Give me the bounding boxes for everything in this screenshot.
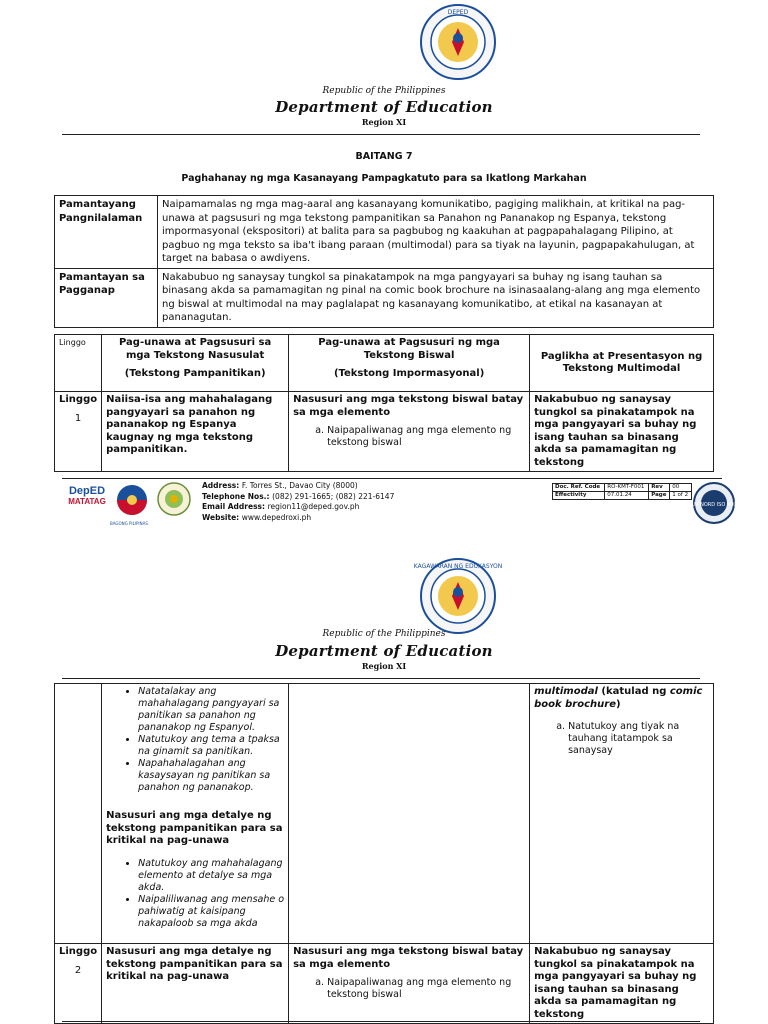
col3-item: a. Natutukoy ang tiyak na tauhang itatampok sa sanaysay (568, 721, 709, 757)
cont-col3 (530, 684, 714, 944)
col1-header-title: Pag-unawa at Pagsusuri sa mga Tekstong Nasusulat (118, 337, 272, 361)
deped-seal-icon (413, 556, 503, 636)
footer-divider (62, 1021, 700, 1022)
bullet-list (106, 858, 284, 930)
bagong-pilipinas-text: BAGONG PILIPINAS (110, 521, 148, 526)
week-1-col3: Nakabubuo ng sanaysay tungkol sa pinakatampok na mga pangyayari sa buhay ng isang tauhan sa binasang akda sa pamamagitan ng tekstong (530, 392, 714, 472)
deped-logo-text: DepED (68, 485, 106, 497)
region-seal-icon (156, 481, 192, 517)
col2-competency: Nasusuri ang mga tekstong biswal batay sa mga elemento (293, 394, 524, 418)
phone-line (202, 492, 394, 503)
col3-continued-text (534, 686, 709, 711)
cont-col2 (289, 684, 530, 944)
deped-matatag-logo (62, 485, 112, 506)
region-text: Region XI (361, 661, 407, 671)
week-label: Linggo (59, 394, 98, 405)
address-label: Address: (202, 481, 242, 490)
list-item: • Natutukoy ang tema a tpaksa na ginamit sa panitikan. (138, 734, 284, 758)
header-divider (62, 134, 700, 135)
page-footer (62, 478, 740, 531)
week-1-col2 (289, 392, 530, 472)
matrix-header-row (55, 335, 714, 392)
website-label: Website: (202, 512, 242, 522)
cont-col1 (102, 684, 289, 944)
bagong-pilipinas-logo-icon (114, 483, 150, 523)
doc-control-table (552, 483, 692, 500)
document-subtitle: Paghahanay ng mga Kasanayang Pampagkatuto para sa Ikatlong Markahan (181, 173, 587, 184)
week-1-col1: Naiisa-isa ang mahahalagang pangyayari sa panahon ng pananakop ng Espanya kaugnay ng mga tekstong pampanitikan. (102, 392, 289, 472)
page-value: 1 of 2 (670, 492, 692, 500)
week-1-continued-row (55, 684, 714, 944)
doc-ref-label: Doc. Ref. Code (553, 484, 605, 492)
list-item: • Natutukoy ang mahahalagang elemento at detalye sa mga akda. (138, 858, 284, 894)
republic-text: Republic of the Philippines (322, 629, 446, 639)
standard-row (55, 268, 714, 327)
standard-row (55, 196, 714, 269)
list-item: • Napahahalagahan ang kasaysayan ng panitikan sa panahon ng pananakop. (138, 758, 284, 794)
week-header: Linggo (55, 335, 102, 392)
effectivity-label: Effectivity (553, 492, 605, 500)
week-2-col1: Nasusuri ang mga detalye ng tekstong pampanitikan para sa kritikal na pag-unawa (102, 944, 289, 1024)
week-1-row (55, 392, 714, 472)
seal-text: KAGAWARAN NG EDUKASYON (413, 563, 503, 570)
week-2-cell (55, 944, 102, 1024)
department-title: Department of Education (275, 642, 493, 660)
col2-header-title: Pag-unawa at Pagsusuri ng mga Tekstong Biswal (318, 337, 500, 361)
email-label: Email Address: (202, 502, 268, 511)
week-number: 1 (74, 412, 82, 424)
week-label: Linggo (59, 946, 98, 957)
website-line (202, 513, 394, 524)
grade-title: BAITANG 7 (355, 151, 413, 162)
phone-label: Telephone Nos.: (202, 491, 273, 501)
col2-item: a. Naipapaliwanag ang mga elemento ng tekstong biswal (327, 977, 525, 1001)
page-label: Page (649, 492, 670, 500)
col2-header-sub: (Tekstong Impormasyonal) (333, 368, 485, 379)
address-value: F. Torres St., Davao City (8000) (241, 481, 358, 490)
email-line (202, 502, 394, 513)
col2-competency: Nasusuri ang mga tekstong biswal batay sa mga elemento (293, 946, 524, 970)
col3-comic: comic book brochure (534, 686, 703, 710)
standard-label: Pamantayan sa Pagganap (55, 268, 158, 327)
effectivity-value: 07.01.24 (605, 492, 649, 500)
standard-text: Naipamamalas ng mga mag-aaral ang kasanayang komunikatibo, pagiging malikhain, at kritikal na pag-unawa at pagsusuri ng mga tekstong pampanitikan sa Panahon ng Pananakop ng Espanya, tekstong impormasyonal (ekspositori) at balita para sa pagbubog ng kaakuhan at pagpapahalagang Pilipino, at pagbuo ng mga teksto sa iba't ibang paraan (multimodal) para sa tiyak na layunin, pagpapakahulugan, at target na babasa o awdiyens. (158, 196, 714, 269)
col1-subhead: Nasusuri ang mga detalye ng tekstong pampanitikan para sa kritikal na pag-unawa (106, 810, 283, 846)
col3-multimodal: multimodal (534, 686, 598, 697)
matrix-table (54, 334, 714, 472)
svg-text:DEPED: DEPED (447, 9, 469, 16)
week-cell-empty (55, 684, 102, 944)
week-2-row (55, 944, 714, 1024)
standard-label: Pamantayang Pangnilalaman (55, 196, 158, 269)
rev-label: Rev (649, 484, 670, 492)
cert-text: TUV NORD ISO 9001 (688, 502, 740, 508)
week-number: 2 (74, 964, 82, 976)
doc-ref-value: RO-KMT-F001 (605, 484, 649, 492)
header-divider (62, 678, 700, 679)
week-2-col2 (289, 944, 530, 1024)
col1-header (102, 335, 289, 392)
col1-header-sub: (Tekstong Pampanitikan) (124, 368, 266, 379)
list-item: • Natatalakay ang mahahalagang pangyayari sa panitikan sa panahon ng pananakop ng Espanyol. (138, 686, 284, 734)
phone-value: (082) 291-1665; (082) 221-6147 (272, 491, 395, 501)
col3-text-end: ) (615, 698, 621, 710)
website-link[interactable]: www.depedroxi.ph (241, 512, 312, 522)
col3-text: (katulad ng (597, 686, 670, 697)
week-2-col3: Nakabubuo ng sanaysay tungkol sa pinakatampok na mga pangyayari sa buhay ng isang tauhan sa binasang akda sa pamamagitan ng tekstong (530, 944, 714, 1024)
department-title: Department of Education (275, 98, 493, 116)
col3-header: Paglikha at Presentasyon ng Tekstong Multimodal (530, 335, 714, 392)
deped-seal-icon (418, 2, 498, 82)
bullet-list (106, 686, 284, 794)
republic-text: Republic of the Philippines (322, 86, 446, 96)
col2-header (289, 335, 530, 392)
col2-item: a. Naipapaliwanag ang mga elemento ng tekstong biswal (327, 425, 525, 449)
list-item: • Naipaliliwanag ang mensahe o pahiwatig at kaisipang nakapaloob sa mga akda (138, 894, 284, 930)
standards-table (54, 195, 714, 328)
address-line (202, 481, 394, 492)
matrix-table-continued (54, 683, 714, 1024)
contact-block (202, 481, 394, 523)
week-1-cell (55, 392, 102, 472)
region-text: Region XI (361, 117, 407, 127)
standard-text: Nakabubuo ng sanaysay tungkol sa pinakatampok na mga pangyayari sa buhay ng isang tauhan sa binasang akda sa pamamagitan ng pinal na comic book brochure na isinasaalang-alang ang mga elemento ng biswal at multimodal na may paglalapat ng kasanayang komunikatibo, at etikal na kasanayan at pananagutan. (158, 268, 714, 327)
email-link[interactable]: region11@deped.gov.ph (267, 502, 360, 511)
rev-value: 00 (670, 484, 692, 492)
iso-cert-badge-icon (688, 481, 740, 525)
matatag-logo-text: MATATAG (68, 497, 106, 506)
